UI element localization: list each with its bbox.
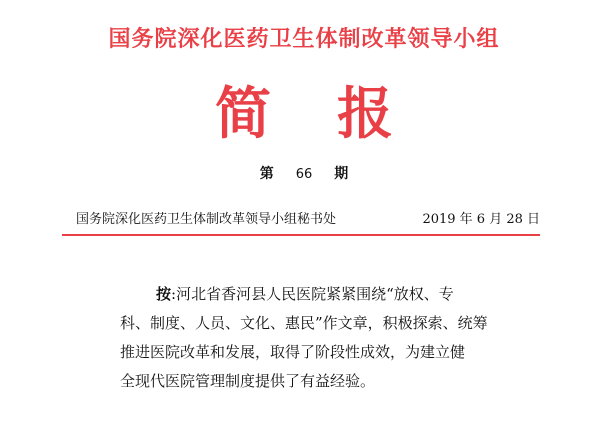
issue-prefix: 第	[259, 166, 274, 182]
editor-note-label: 按	[156, 285, 172, 303]
red-divider-rule	[62, 234, 540, 236]
issue-suffix: 期	[334, 166, 349, 182]
issue-date: 2019 年 6 月 28 日	[422, 212, 540, 227]
paragraph-line-3: 推进医院改革和发展，取得了阶段性成效，为建立健	[120, 343, 466, 361]
paragraph-line-2: 科、制度、人员、文化、惠民”作文章，积极探索、统筹	[120, 314, 488, 332]
bulletin-title-char-1: 简	[215, 81, 271, 147]
bulletin-title-char-2: 报	[337, 81, 393, 147]
paragraph-line-4: 全现代医院管理制度提供了有益经验。	[120, 372, 376, 390]
editor-note-paragraph	[120, 280, 500, 396]
bulletin-title	[0, 81, 608, 147]
issuer-date-row	[76, 208, 540, 228]
issue-number-line	[0, 163, 608, 183]
issuing-office: 国务院深化医药卫生体制改革领导小组秘书处	[76, 212, 337, 227]
issue-number: 66	[295, 167, 313, 182]
organization-title: 国务院深化医药卫生体制改革领导小组	[108, 26, 500, 52]
paragraph-line-1-text: :河北省香河县人民医院紧紧围绕“放权、专	[171, 285, 454, 303]
paragraph-line-1	[120, 280, 500, 309]
